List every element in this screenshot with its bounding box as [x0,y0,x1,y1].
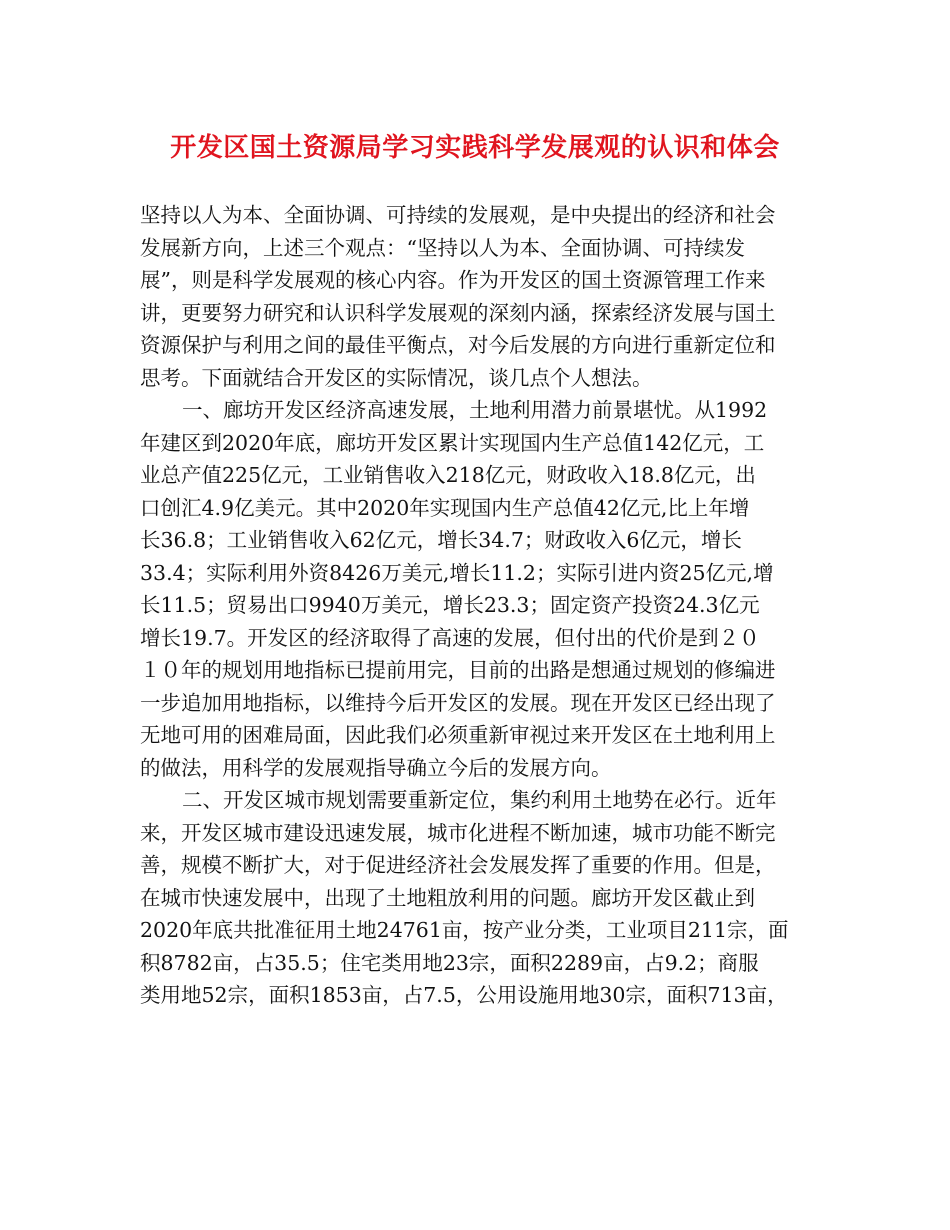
text-line: 一步追加用地指标，以维持今后开发区的发展。现在开发区已经出现了 [140,690,776,715]
text-line: 的做法，用科学的发展观指导确立今后的发展方向。 [140,755,612,780]
text-line: １０年的规划用地指标已提前用完，目前的出路是想通过规划的修编进 [140,658,776,682]
text-line: 2020年底共批准征用土地24761亩，按产业分类，工业项目211宗，面 [140,918,789,942]
document-body [140,199,820,1012]
text-line: 积8782亩，占35.5；住宅类用地23宗，面积2289亩，占9.2；商服 [140,950,759,975]
text-line: 资源保护与利用之间的最佳平衡点，对今后发展的方向进行重新定位和 [140,333,776,357]
document-title: 开发区国土资源局学习实践科学发展观的认识和体会 [170,133,780,163]
text-line: 发展新方向，上述三个观点：“坚持以人为本、全面协调、可持续发 [140,235,745,260]
text-line: 33.4；实际利用外资8426万美元,增长11.2；实际引进内资25亿元,增 [140,560,774,585]
paragraph-first-line: 一、廊坊开发区经济高速发展，土地利用潜力前景堪忧。从1992 [182,398,768,422]
text-line: 坚持以人为本、全面协调、可持续的发展观，是中央提出的经济和社会 [140,203,776,227]
text-line: 业总产值225亿元，工业销售收入218亿元，财政收入18.8亿元，出 [140,463,756,487]
text-line: 口创汇4.9亿美元。其中2020年实现国内生产总值42亿元,比上年增 [140,495,750,520]
paragraph-first-line: 二、开发区城市规划需要重新定位，集约利用土地势在必行。近年 [182,788,777,812]
text-line: 展”，则是科学发展观的核心内容。作为开发区的国土资源管理工作来 [140,268,766,292]
text-line: 增长19.7。开发区的经济取得了高速的发展，但付出的代价是到２０ [140,625,760,650]
text-line: 讲，更要努力研究和认识科学发展观的深刻内涵，探索经济发展与国土 [140,300,776,325]
text-line: 长36.8；工业销售收入62亿元，增长34.7；财政收入6亿元，增长 [140,528,742,552]
text-line: 善，规模不断扩大，对于促进经济社会发展发挥了重要的作用。但是， [140,853,776,877]
text-line: 长11.5；贸易出口9940万美元，增长23.3；固定资产投资24.3亿元 [140,593,760,617]
text-line: 思考。下面就结合开发区的实际情况，谈几点个人想法。 [140,365,653,390]
text-line: 类用地52宗，面积1853亩，占7.5，公用设施用地30宗，面积713亩， [140,983,788,1007]
text-line: 在城市快速发展中，出现了土地粗放利用的问题。廊坊开发区截止到 [140,885,755,910]
text-line: 来，开发区城市建设迅速发展，城市化进程不断加速，城市功能不断完 [140,820,776,845]
text-line: 年建区到2020年底，廊坊开发区累计实现国内生产总值142亿元，工 [140,430,765,455]
text-line: 无地可用的困难局面，因此我们必须重新审视过来开发区在土地利用上 [140,723,776,747]
